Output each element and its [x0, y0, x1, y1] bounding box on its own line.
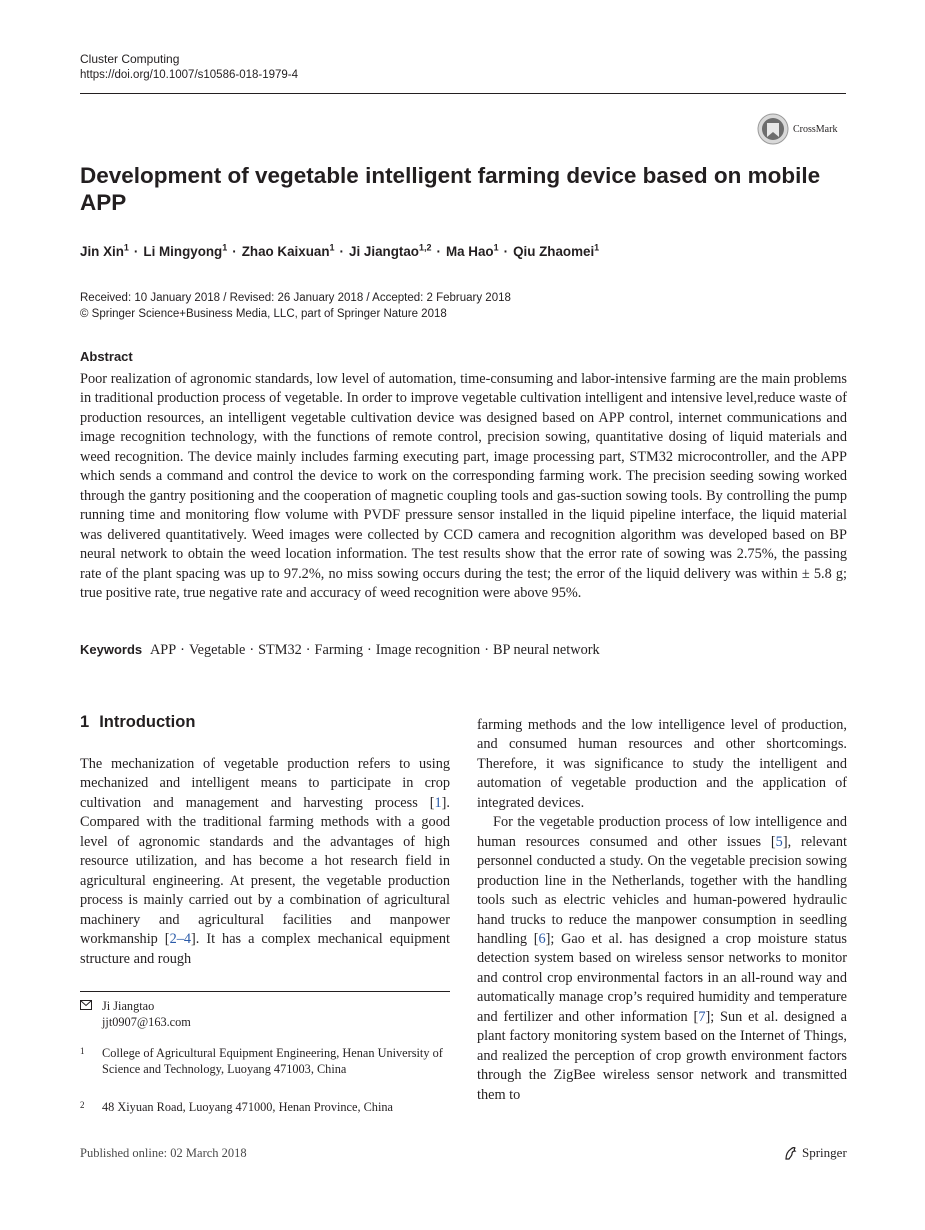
- crossmark-icon: [757, 113, 789, 145]
- author-affiliation: 1,2: [418, 242, 432, 253]
- published-date: Published online: 02 March 2018: [80, 1146, 247, 1160]
- affiliation-number: 1: [80, 1046, 85, 1056]
- keyword: Vegetable: [188, 642, 246, 658]
- affiliation-1: [80, 1046, 450, 1077]
- author-affiliation: 1: [222, 242, 228, 253]
- keywords-label: Keywords: [80, 642, 143, 657]
- corresponding-email[interactable]: jjt0907@163.com: [102, 1015, 191, 1029]
- affiliation-text: 48 Xiyuan Road, Luoyang 471000, Henan Province, China: [102, 1100, 393, 1114]
- keyword: STM32: [258, 642, 302, 658]
- section-title: Introduction: [99, 713, 196, 731]
- springer-horse-icon: [783, 1146, 798, 1161]
- author-affiliation: 1: [329, 242, 335, 253]
- text-run: ]; Gao et al. has designed a crop moisture status detection system based on wireless sensor networks to monitor and control crop environmental factors in an all-round way and automatically manage crop’s required humidity and temperature and fertilizer and other information [: [477, 930, 847, 1025]
- keyword: Farming: [314, 642, 363, 658]
- affiliation-text: College of Agricultural Equipment Engineering, Henan University of Science and Technology, Luoyang 471003, China: [102, 1046, 443, 1076]
- author-name: Li Mingyong: [143, 244, 223, 259]
- section-number: 1: [80, 713, 90, 731]
- citation-link[interactable]: 7: [698, 1008, 706, 1025]
- footnote-divider: [80, 991, 450, 992]
- paper-title: Development of vegetable intelligent farming device based on mobile APP: [80, 163, 821, 215]
- affiliation-number: 2: [80, 1100, 85, 1110]
- text-run: The mechanization of vegetable production refers to using mechanized and intelligent means to participate in crop cultivation and management and harvesting process [: [80, 756, 450, 811]
- text-run: ]. Compared with the traditional farming methods with a good level of agronomic standards and the advantages of high resource utilization, and has become a hot research field in agricultural engineering. At present, the vegetable production process is mainly carried out by a combination of agricultural machinery and agricultural facilities and manpower workmanship [: [80, 794, 450, 948]
- envelope-icon: [80, 1000, 92, 1010]
- citation-link[interactable]: 6: [538, 930, 546, 947]
- article-dates: Received: 10 January 2018 / Revised: 26 January 2018 / Accepted: 2 February 2018: [80, 292, 511, 304]
- citation-link[interactable]: 2–4: [169, 931, 192, 948]
- text-run: For the vegetable production process of low intelligence and human resources consumed and other issues [: [477, 814, 847, 850]
- author-affiliation: 1: [493, 242, 499, 253]
- author-affiliation: 1: [594, 242, 600, 253]
- keyword: APP: [149, 642, 177, 658]
- corresponding-name: Ji Jiangtao: [102, 999, 155, 1013]
- doi-link[interactable]: https://doi.org/10.1007/s10586-018-1979-4: [80, 69, 299, 81]
- paragraph: [477, 813, 847, 1105]
- publisher-name: Springer: [802, 1145, 847, 1160]
- body-column-left: [80, 755, 450, 969]
- abstract-heading: Abstract: [80, 349, 133, 364]
- corresponding-author: [80, 998, 450, 1030]
- author-name: Jin Xin: [80, 244, 124, 259]
- author-name: Ma Hao: [445, 244, 494, 259]
- keyword: BP neural network: [492, 642, 600, 658]
- copyright-notice: © Springer Science+Business Media, LLC, part of Springer Nature 2018: [80, 308, 447, 320]
- text-run: ]; Sun et al. designed a plant factory monitoring system based on the Internet of Things, and realized the perception of crop growth environment factors through the ZigBee wireless sensor network and transmitted them to: [477, 1008, 848, 1103]
- text-run: ], relevant personnel conducted a study. On the vegetable precision sowing production line in the Netherlands, together with the handling tools such as electric vehicles and human-powered hydraulic hand trucks to reduce the manpower consumption in seedling handling [: [477, 833, 847, 947]
- citation-link[interactable]: 5: [775, 833, 783, 850]
- header-divider: [80, 93, 846, 94]
- author-name: Zhao Kaixuan: [241, 244, 330, 259]
- author-name: Qiu Zhaomei: [513, 244, 595, 259]
- journal-name: Cluster Computing: [80, 52, 180, 66]
- keyword: Image recognition: [375, 642, 481, 658]
- body-column-right: [477, 716, 847, 1105]
- keywords: Keywords APP · Vegetable · STM32 · Farming · Image recognition · BP neural network: [80, 642, 600, 658]
- author-name: Ji Jiangtao: [349, 244, 419, 259]
- abstract-text: Poor realization of agronomic standards, low level of automation, time-consuming and labor-intensive farming are the main problems in traditional production process of vegetable. In order to improve vegetable cultivation intelligent and intensive level,reduce waste of production resources, an intelligent vegetable cultivation device was designed based on APP control, internet communications and image recognition technology, with the functions of remote control, precision sowing, quantitative dosing of liquid materials and weed recognition. The device mainly includes farming executing part, image processing part, STM32 microcontroller, and the APP which sends a command and control the device to work on the corresponding farming work. The precision seeding sowing worked through the gantry positioning and the cooperation of magnetic coupling tools and gas-suction sowing tools. By controlling the pump running time and monitoring flow volume with PVDF pressure sensor installed in the liquid pipeline interface, the liquid material was delivered quantitatively. Weed images were collected by CCD camera and recognition algorithm was developed based on BP neural network to obtain the weed location information. The test results show that the error rate of sowing was 2.75%, the passing rate of the plant spacing was up to 97.2%, no miss sowing occurs during the test; the error of the liquid delivery was within ± 5.8 g; true positive rate, true negative rate and accuracy of weed recognition were above 95%.: [80, 371, 847, 601]
- publisher-logo: [783, 1145, 847, 1161]
- affiliation-2: [80, 1100, 450, 1116]
- author-affiliation: 1: [123, 242, 129, 253]
- author-list: Jin Xin$^1$ · Li Mingyong$^1$ · Zhao Kaixuan$^1$ · Ji Jiangtao$^{1,2}$ · Ma Hao$^1$ · Qiu Zhaomei$^1$: [80, 242, 600, 259]
- paragraph: [80, 755, 450, 969]
- citation-link[interactable]: 1: [434, 794, 442, 811]
- crossmark-label: CrossMark: [793, 123, 838, 135]
- section-heading-introduction: [80, 713, 195, 732]
- text-run: ]. It has a complex mechanical equipment structure and rough: [80, 931, 451, 967]
- paragraph: farming methods and the low intelligence level of production, and consumed human resources and other shortcomings. Therefore, it was significance to study the intelligent and automation of vegetable production and the application of integrated devices.: [477, 717, 847, 811]
- crossmark-badge[interactable]: [757, 111, 849, 147]
